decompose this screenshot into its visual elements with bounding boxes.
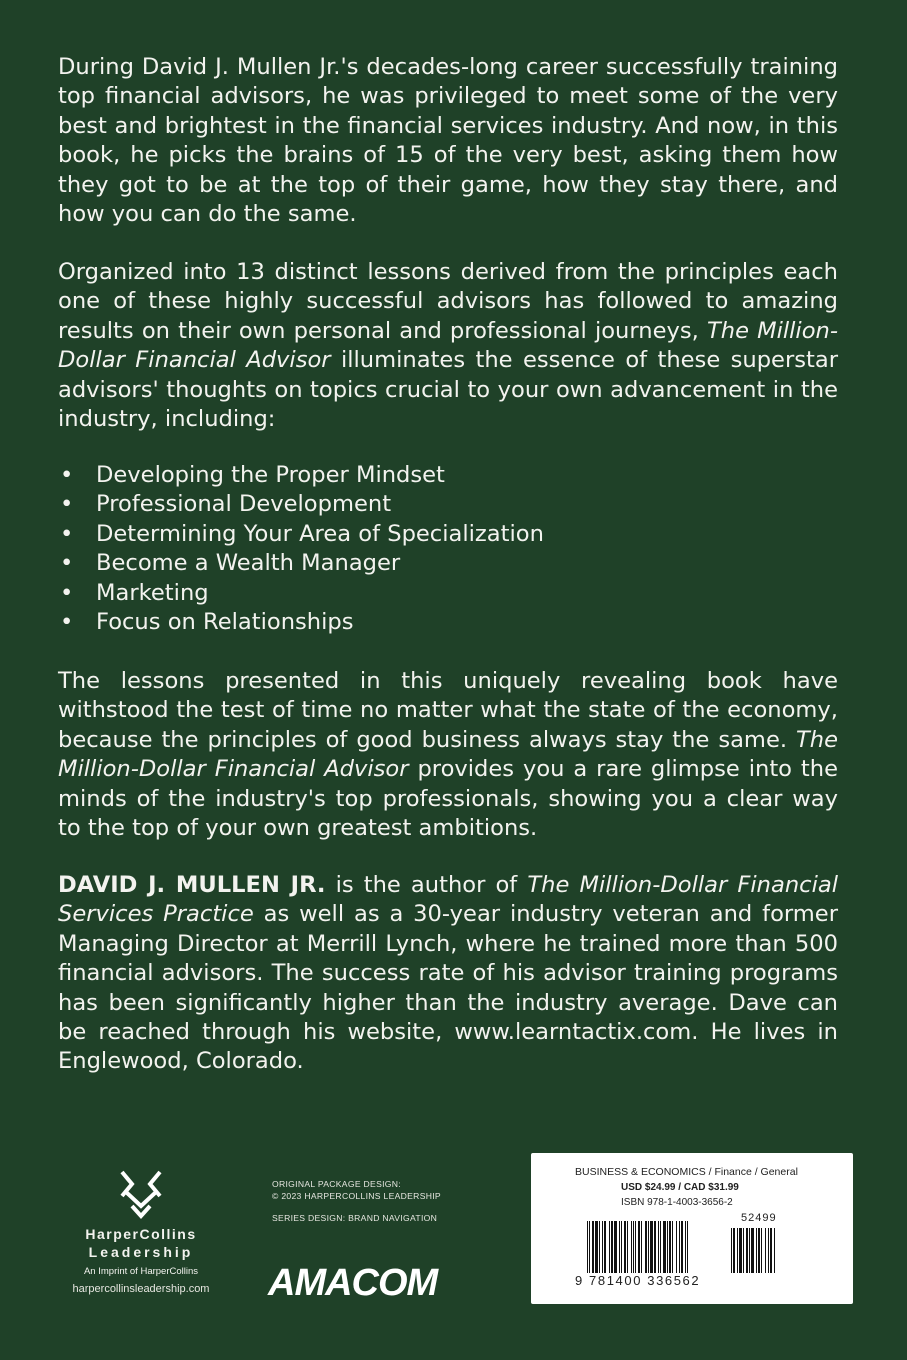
publisher-website: harpercollinsleadership.com xyxy=(72,1283,210,1295)
book-title: The Million-Dollar Financial Advisor xyxy=(58,726,838,783)
bullet-icon: • xyxy=(60,550,74,577)
bullet-icon: • xyxy=(60,609,74,636)
barcode-number: 9 781400 336562 xyxy=(575,1273,701,1288)
list-item xyxy=(58,579,838,608)
list-item-label: Focus on Relationships xyxy=(96,609,354,636)
imprint-text: An Imprint of HarperCollins xyxy=(83,1266,199,1277)
list-item-label: Professional Development xyxy=(96,491,392,518)
list-item xyxy=(58,461,838,490)
credit-line: SERIES DESIGN: BRAND NAVIGATION xyxy=(272,1213,438,1223)
bullet-icon: • xyxy=(60,579,74,606)
barcode-supplement-number: 52499 xyxy=(741,1212,777,1224)
text-segment: as well as a 30-year industry veteran and former Managing Director at Merrill Lynch, where he trained more than 500 financial advisors. The success rate of his advisor training programs has been significantly higher than the industry average. Dave can be reached through his website, www.learntactix.com. He lives in Englewood, Colorado. xyxy=(58,901,838,1075)
author-bio xyxy=(58,871,838,1077)
brand-subname: Leadership xyxy=(88,1244,194,1260)
bullet-icon: • xyxy=(60,491,74,518)
bisac-category: BUSINESS & ECONOMICS / Finance / General xyxy=(575,1166,798,1178)
design-credits xyxy=(272,1178,441,1224)
price-label: USD $24.99 / CAD $31.99 xyxy=(621,1182,739,1193)
book-title: The Million-Dollar Financial Advisor xyxy=(58,317,838,374)
description-paragraph-3 xyxy=(58,667,838,843)
publisher-logo xyxy=(56,1168,226,1295)
list-item-label: Developing the Proper Mindset xyxy=(96,462,445,488)
list-item xyxy=(58,490,838,519)
brand-name: HarperCollins xyxy=(85,1226,197,1242)
supplement-barcode-icon xyxy=(731,1228,797,1289)
barcode-icon xyxy=(587,1221,719,1273)
author-name: DAVID J. MULLEN JR. xyxy=(58,872,326,898)
description-text: During David J. Mullen Jr.'s decades-long career successfully training top financial advisors, he was privileged to meet some of the very best and brightest in the financial services industry. And now, in this book, he picks the brains of 15 of the very best, asking them how they got to be at the top of their game, how they stay there, and how you can do the same. xyxy=(58,54,838,228)
credit-line: © 2023 HARPERCOLLINS LEADERSHIP xyxy=(272,1191,441,1201)
text-segment: illuminates the essence of these superstar advisors' thoughts on topics crucial to your own advancement in the industry, including: xyxy=(58,347,838,433)
list-item-label: Become a Wealth Manager xyxy=(96,550,401,577)
text-segment: The lessons presented in this uniquely revealing book have withstood the test of time no matter what the state of the economy, because the principles of good business always stay the same. xyxy=(58,668,838,753)
list-item xyxy=(58,549,838,578)
list-item xyxy=(58,608,838,637)
list-item-label: Determining Your Area of Specialization xyxy=(96,520,544,547)
text-segment: is the author of xyxy=(325,872,528,898)
list-item-label: Marketing xyxy=(96,579,209,606)
credit-line: ORIGINAL PACKAGE DESIGN: xyxy=(272,1179,401,1189)
description-paragraph-2 xyxy=(58,258,838,434)
text-segment: Organized into 13 distinct lessons derived from the principles each one of these highly successful advisors has followed to amazing results on their own personal and professional journeys, xyxy=(58,259,838,344)
barcode-panel xyxy=(531,1153,853,1304)
bullet-icon: • xyxy=(60,520,74,547)
list-item xyxy=(58,520,838,549)
isbn-label: ISBN 978-1-4003-3656-2 xyxy=(621,1197,733,1208)
harpercollins-flame-icon xyxy=(116,1168,166,1220)
description-paragraph-1 xyxy=(58,53,838,229)
lessons-list xyxy=(58,461,838,637)
text-segment: provides you a rare glimpse into the minds of the industry's top professionals, showing you a clear way to the top of your own greatest ambitions. xyxy=(58,756,838,842)
amacom-logo: AMACOM xyxy=(268,1262,438,1304)
book-title: The Million-Dollar Financial Services Practice xyxy=(58,872,838,928)
bullet-icon: • xyxy=(60,462,74,488)
